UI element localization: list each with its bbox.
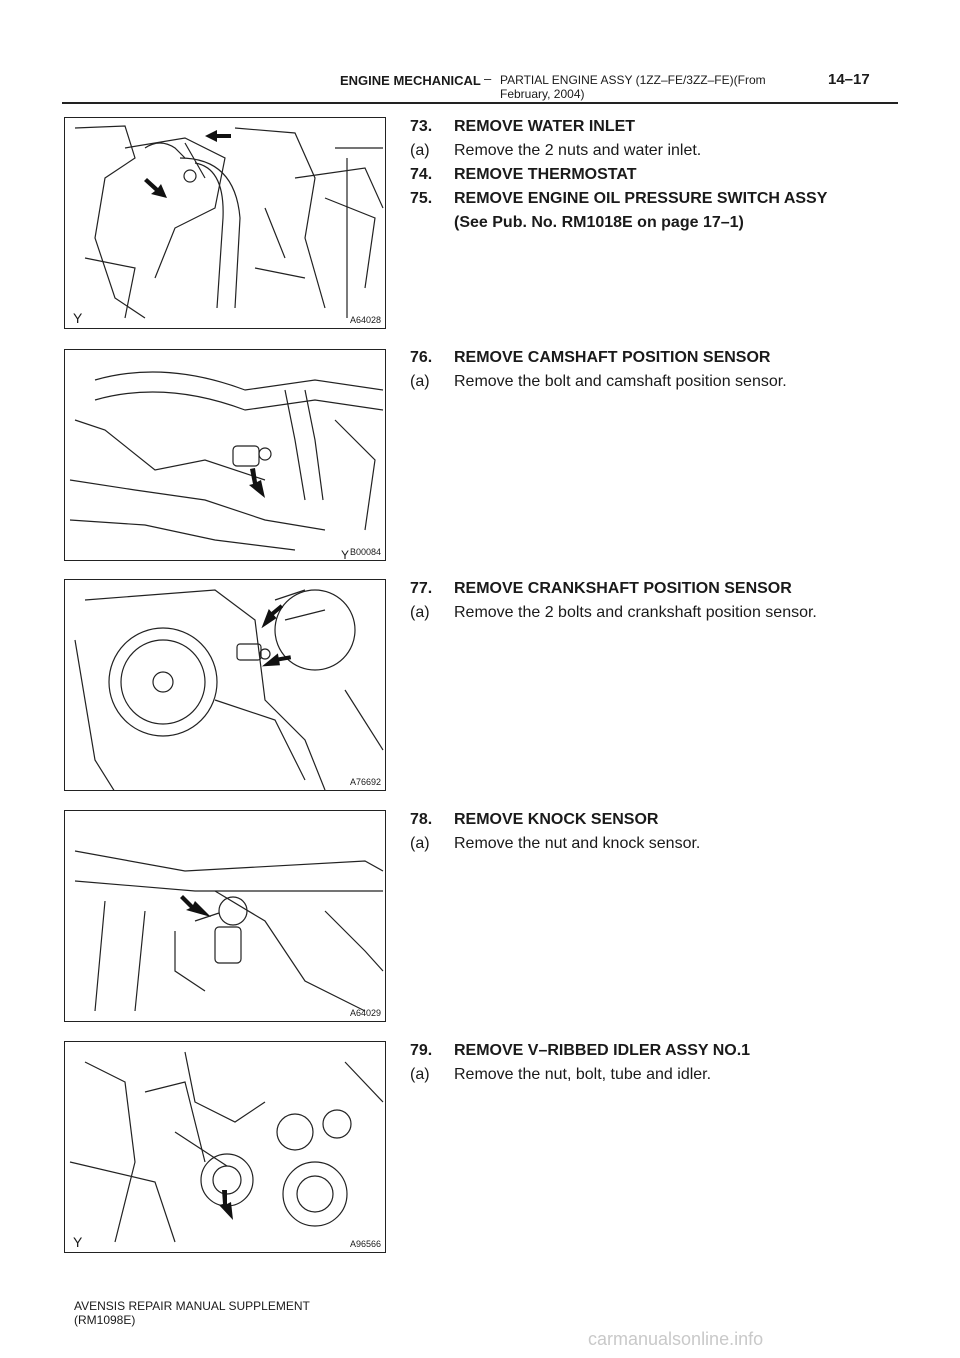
step-title: REMOVE KNOCK SENSOR xyxy=(454,811,659,828)
step-77-a xyxy=(410,602,817,624)
figure-code: A96566 xyxy=(349,1239,381,1249)
step-title: REMOVE V–RIBBED IDLER ASSY NO.1 xyxy=(454,1042,751,1059)
step-number: (a) xyxy=(410,835,430,852)
step-78-heading xyxy=(410,809,658,831)
header-rule xyxy=(62,102,898,104)
figure-code: A76692 xyxy=(349,777,381,787)
step-title: REMOVE WATER INLET xyxy=(454,118,636,135)
header-subtitle: PARTIAL ENGINE ASSY (1ZZ–FE/3ZZ–FE)(From February, 2004) xyxy=(500,73,766,101)
step-79-heading xyxy=(410,1040,750,1062)
page-number: 14–17 xyxy=(828,71,870,88)
step-74-heading xyxy=(410,164,637,186)
step-75-heading xyxy=(410,188,827,210)
step-number: 78. xyxy=(410,811,433,828)
step-text: Remove the bolt and camshaft position sensor. xyxy=(454,373,787,390)
figure-idler-assy xyxy=(64,1041,386,1253)
step-77-heading xyxy=(410,578,792,600)
watermark: carmanualsonline.info xyxy=(588,1329,764,1349)
figure-axis-label: Y xyxy=(73,1234,83,1250)
step-number: (a) xyxy=(410,142,430,159)
footer-manual-title: AVENSIS REPAIR MANUAL SUPPLEMENT xyxy=(74,1299,310,1313)
header-dash: – xyxy=(484,71,492,86)
step-title: REMOVE ENGINE OIL PRESSURE SWITCH ASSY xyxy=(454,190,828,207)
figure-camshaft-sensor xyxy=(64,349,386,561)
step-number: 73. xyxy=(410,118,433,135)
crankshaft-sensor-illustration xyxy=(65,580,386,791)
header-section: ENGINE MECHANICAL xyxy=(340,73,481,88)
step-75-reference: (See Pub. No. RM1018E on page 17–1) xyxy=(454,214,744,231)
step-text: Remove the nut, bolt, tube and idler. xyxy=(454,1066,712,1083)
step-text: Remove the nut and knock sensor. xyxy=(454,835,701,852)
footer-manual-code: (RM1098E) xyxy=(74,1313,136,1327)
step-78-a xyxy=(410,833,700,855)
knock-sensor-illustration xyxy=(65,811,386,1022)
figure-code: B00084 xyxy=(349,547,381,557)
step-title: REMOVE CAMSHAFT POSITION SENSOR xyxy=(454,349,771,366)
step-73-heading xyxy=(410,116,635,138)
step-number: 77. xyxy=(410,580,433,597)
step-number: (a) xyxy=(410,1066,430,1083)
figure-code: A64029 xyxy=(349,1008,381,1018)
water-inlet-illustration xyxy=(65,118,386,329)
step-number: (a) xyxy=(410,373,430,390)
step-79-a xyxy=(410,1064,711,1086)
figure-knock-sensor xyxy=(64,810,386,1022)
figure-crankshaft-sensor xyxy=(64,579,386,791)
step-number: 76. xyxy=(410,349,433,366)
figure-water-inlet xyxy=(64,117,386,329)
step-title: REMOVE THERMOSTAT xyxy=(454,166,637,183)
step-title: REMOVE CRANKSHAFT POSITION SENSOR xyxy=(454,580,792,597)
step-76-a xyxy=(410,371,787,393)
step-73-a xyxy=(410,140,701,162)
step-text: Remove the 2 nuts and water inlet. xyxy=(454,142,702,159)
footer xyxy=(74,1299,310,1327)
step-number: 79. xyxy=(410,1042,433,1059)
step-76-heading xyxy=(410,347,770,369)
figure-axis-label: Y xyxy=(73,310,83,326)
step-number: 74. xyxy=(410,166,433,183)
figure-axis-label: Y xyxy=(341,548,350,561)
figure-code: A64028 xyxy=(349,315,381,325)
step-number: 75. xyxy=(410,190,433,207)
camshaft-sensor-illustration xyxy=(65,350,386,561)
idler-assy-illustration xyxy=(65,1042,386,1253)
step-number: (a) xyxy=(410,604,430,621)
step-text: Remove the 2 bolts and crankshaft position sensor. xyxy=(454,604,817,621)
